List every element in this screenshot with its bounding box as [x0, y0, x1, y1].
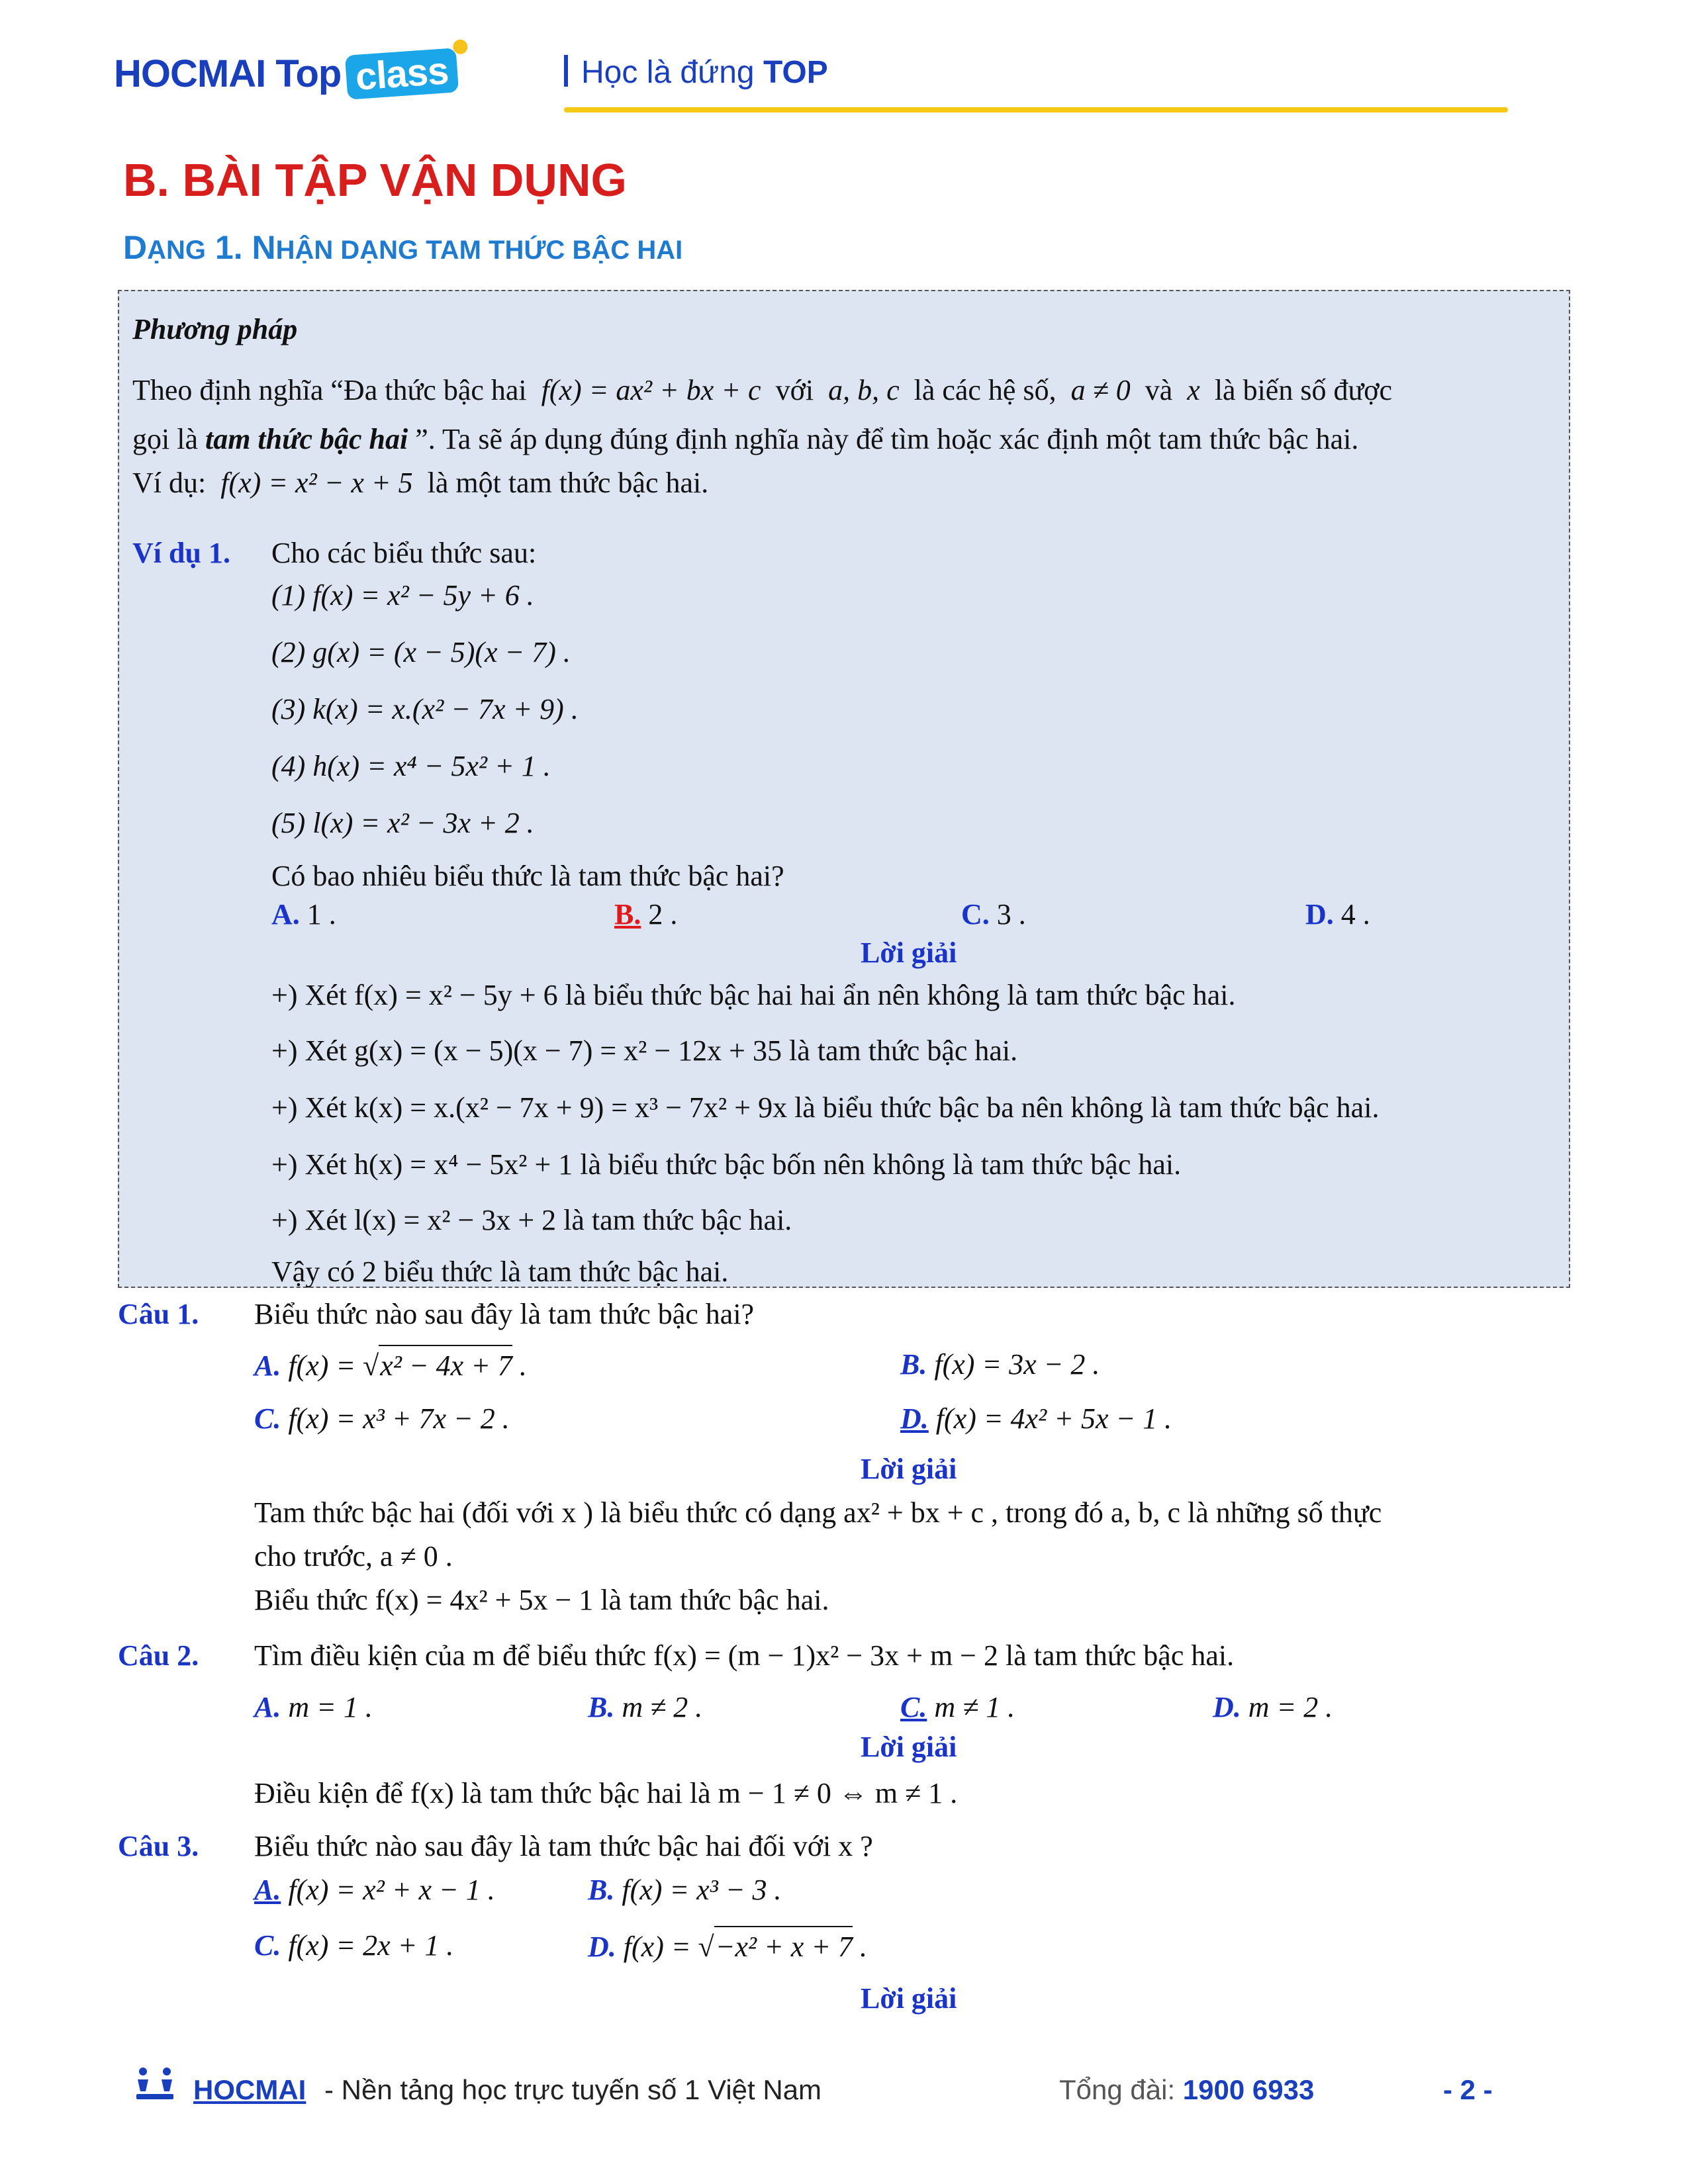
option-letter-correct: A. [254, 1874, 281, 1906]
q1-option-c[interactable] [254, 1399, 510, 1439]
example1-item-5: (5) l(x) = x² − 3x + 2 . [271, 807, 534, 839]
example1-solution-1: +) Xét f(x) = x² − 5y + 6 là biểu thức bậc hai hai ẩn nên không là tam thức bậc hai. [271, 979, 1236, 1011]
text: Ví dụ: [132, 467, 207, 499]
q3-solution-label: Lời giải [861, 1982, 957, 2015]
option-letter: B. [900, 1348, 927, 1381]
slogan-strong: TOP [763, 55, 828, 90]
q3-text: Biểu thức nào sau đây là tam thức bậc hai đối với x ? [254, 1830, 873, 1862]
q3-label: Câu 3. [118, 1830, 199, 1862]
option-text: f(x) = 3x − 2 . [927, 1348, 1100, 1381]
example1-option-c[interactable] [961, 895, 1026, 934]
option-letter-correct: B. [614, 898, 641, 931]
q2-option-c[interactable] [900, 1688, 1015, 1727]
method-line-1 [132, 371, 1392, 410]
dang-rest: HẬN DẠNG TAM THỨC BẬC HAI [275, 236, 683, 265]
option-text: f(x) = x³ − 3 . [614, 1874, 782, 1906]
header-rule [564, 107, 1508, 113]
option-text: f(x) = 4x² + 5x − 1 . [928, 1402, 1172, 1435]
method-line-3 [132, 463, 708, 503]
example1-question: Có bao nhiêu biểu thức là tam thức bậc hai? [271, 860, 784, 892]
q2-solution-label: Lời giải [861, 1731, 957, 1763]
option-letter-correct: D. [900, 1402, 929, 1435]
example1-item-2: (2) g(x) = (x − 5)(x − 7) . [271, 636, 571, 668]
option-letter: A. [254, 1691, 281, 1723]
option-text: f(x) = 2x + 1 . [281, 1929, 454, 1962]
text: với [775, 374, 814, 406]
option-text: m ≠ 2 . [614, 1691, 703, 1723]
q1-option-d[interactable] [900, 1399, 1172, 1439]
hocmai-logo-icon [134, 2065, 176, 2102]
bold-term: tam thức bậc hai [205, 423, 408, 455]
q1-solution-2: cho trước, a ≠ 0 . [254, 1540, 453, 1572]
option-text: f(x) = x² + x − 1 . [281, 1874, 495, 1906]
option-letter: A. [254, 1349, 281, 1382]
option-letter: A. [271, 898, 300, 931]
option-text: 4 . [1333, 898, 1370, 931]
hotline-label: Tổng đài: [1059, 2074, 1183, 2105]
dang-lead-small: ẠNG [147, 236, 206, 265]
option-letter: C. [254, 1929, 281, 1962]
option-text: 2 . [641, 898, 678, 931]
example1-item-3: (3) k(x) = x.(x² − 7x + 9) . [271, 693, 579, 725]
option-letter: B. [588, 1691, 615, 1723]
text: Theo định nghĩa “Đa thức bậc hai [132, 374, 527, 406]
example1-solution-3: +) Xét k(x) = x.(x² − 7x + 9) = x³ − 7x² + 9x là biểu thức bậc ba nên không là tam thức bậc hai. [271, 1091, 1380, 1124]
sqrt-body: −x² + x + 7 [714, 1926, 853, 1967]
q2-option-d[interactable] [1213, 1688, 1333, 1727]
footer-hotline [1059, 2074, 1314, 2106]
option-letter: D. [1213, 1691, 1241, 1723]
example1-solution-label: Lời giải [861, 936, 957, 969]
option-text: m ≠ 1 . [927, 1691, 1015, 1723]
q2-option-a[interactable] [254, 1688, 373, 1727]
text: ”. Ta sẽ áp dụng đúng định nghĩa này để tìm hoặc xác định một tam thức bậc hai. [415, 423, 1359, 455]
option-text: m = 1 . [281, 1691, 373, 1723]
example1-solution-2: +) Xét g(x) = (x − 5)(x − 7) = x² − 12x + 35 là tam thức bậc hai. [271, 1034, 1018, 1067]
formula: a, b, c [828, 374, 900, 406]
formula: f(x) = ax² + bx + c [541, 374, 761, 406]
option-text: f(x) = [616, 1931, 698, 1963]
q1-solution-1: Tam thức bậc hai (đối với x ) là biểu thức có dạng ax² + bx + c , trong đó a, b, c là những số thực [254, 1496, 1382, 1529]
option-text: f(x) = [281, 1349, 363, 1382]
text: là các hệ số, [914, 374, 1056, 406]
slogan-text: Học là đứng [581, 55, 755, 90]
option-text: . [512, 1349, 527, 1382]
example1-option-a[interactable] [271, 895, 336, 934]
dang-lead: D [123, 229, 148, 266]
option-letter-correct: C. [900, 1691, 927, 1723]
option-text: . [853, 1931, 868, 1963]
section-title: B. BÀI TẬP VẬN DỤNG [123, 154, 627, 206]
slogan-bar [564, 55, 568, 87]
sqrt-icon: √ [363, 1349, 379, 1382]
q1-option-a[interactable] [254, 1345, 527, 1386]
q2-option-b[interactable] [588, 1688, 702, 1727]
q3-option-d[interactable] [588, 1926, 867, 1967]
hocmai-topclass-logo [114, 49, 457, 99]
example1-solution-4: +) Xét h(x) = x⁴ − 5x² + 1 là biểu thức bậc bốn nên không là tam thức bậc hai. [271, 1148, 1182, 1181]
header-slogan [564, 54, 828, 91]
option-letter: C. [254, 1402, 281, 1435]
text: là biến số được [1214, 374, 1393, 406]
logo-text: HOCMAI Top [114, 52, 342, 95]
page-number [1443, 2074, 1493, 2106]
q1-solution-3: Biểu thức f(x) = 4x² + 5x − 1 là tam thức bậc hai. [254, 1584, 829, 1616]
q2-solution-1: Điều kiện để f(x) là tam thức bậc hai là m − 1 ≠ 0 ⇔ m ≠ 1 . [254, 1777, 958, 1809]
text: là một tam thức bậc hai. [427, 467, 709, 499]
method-line-2 [132, 420, 1358, 459]
dang-num: 1. N [206, 229, 276, 266]
example1-option-b[interactable] [614, 895, 677, 934]
option-text: f(x) = x³ + 7x − 2 . [281, 1402, 510, 1435]
q1-label: Câu 1. [118, 1298, 199, 1330]
q3-option-c[interactable] [254, 1926, 453, 1966]
formula: f(x) = x² − x + 5 [220, 467, 413, 499]
sqrt-icon: √ [698, 1931, 714, 1963]
method-heading: Phương pháp [132, 313, 298, 345]
option-text: m = 2 . [1241, 1691, 1333, 1723]
page-number-text: - 2 - [1443, 2074, 1493, 2105]
footer-tagline: - Nền tảng học trực tuyến số 1 Việt Nam [324, 2074, 822, 2105]
option-letter: D. [588, 1931, 616, 1963]
logo-class-badge: class [345, 48, 459, 100]
q1-option-b[interactable] [900, 1345, 1100, 1385]
example1-solution-5: +) Xét l(x) = x² − 3x + 2 là tam thức bậc hai. [271, 1204, 792, 1236]
example1-item-1: (1) f(x) = x² − 5y + 6 . [271, 579, 534, 612]
q3-option-b[interactable] [588, 1870, 782, 1910]
option-text: 3 . [989, 898, 1026, 931]
example1-option-d[interactable] [1305, 895, 1370, 934]
q1-text: Biểu thức nào sau đây là tam thức bậc hai? [254, 1298, 755, 1330]
footer-brand-link[interactable]: HOCMAI [193, 2074, 306, 2105]
option-letter: D. [1305, 898, 1334, 931]
formula: x [1187, 374, 1200, 406]
sqrt-body: x² − 4x + 7 [379, 1345, 512, 1386]
example1-conclusion: Vậy có 2 biểu thức là tam thức bậc hai. [271, 1255, 729, 1288]
example1-item-4: (4) h(x) = x⁴ − 5x² + 1 . [271, 750, 551, 782]
option-letter: C. [961, 898, 990, 931]
q2-text: Tìm điều kiện của m để biểu thức f(x) = (m − 1)x² − 3x + m − 2 là tam thức bậc hai. [254, 1639, 1235, 1672]
example1-label: Ví dụ 1. [132, 537, 230, 569]
dang-title [123, 228, 682, 267]
q1-solution-label: Lời giải [861, 1453, 957, 1485]
option-letter: B. [588, 1874, 615, 1906]
option-text: 1 . [299, 898, 336, 931]
text: và [1145, 374, 1173, 406]
q2-label: Câu 2. [118, 1639, 199, 1672]
text: gọi là [132, 423, 198, 455]
hotline-number: 1900 6933 [1182, 2074, 1315, 2105]
q3-option-a[interactable] [254, 1870, 495, 1910]
formula: a ≠ 0 [1070, 374, 1131, 406]
example1-prompt: Cho các biểu thức sau: [271, 537, 537, 569]
